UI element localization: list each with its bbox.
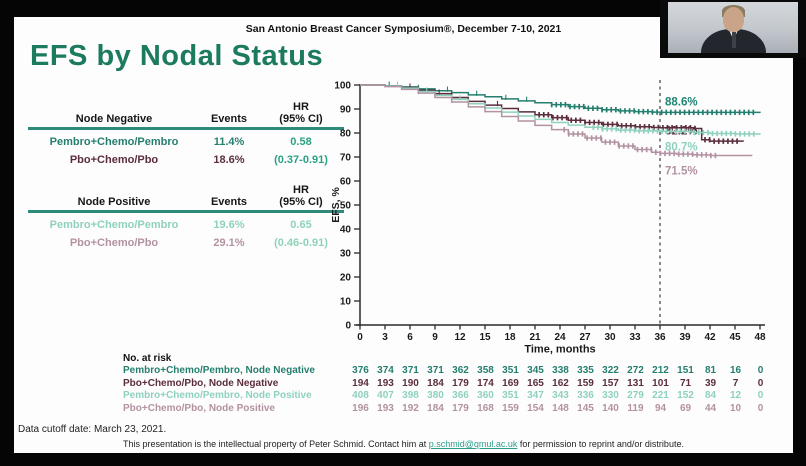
hr-header-line1: HR (293, 184, 309, 196)
x-tick-label: 39 (679, 332, 691, 343)
risk-count: 131 (627, 377, 644, 389)
events-value: 18.6% (213, 153, 245, 166)
risk-count: 39 (704, 377, 717, 389)
hr-table-row (28, 234, 344, 252)
risk-count: 272 (627, 365, 644, 377)
hr-table-header (28, 184, 344, 208)
risk-count: 374 (377, 365, 394, 377)
risk-count: 71 (679, 377, 692, 389)
hr-table-header (28, 101, 344, 125)
risk-row-label: Pembro+Chemo/Pembro, Node Positive (123, 390, 312, 402)
risk-count: 366 (452, 390, 469, 402)
x-axis-label: Time, months (524, 343, 596, 356)
events-header: Events (210, 196, 248, 208)
treatment-arm-label: Pembro+Chemo/Pembro (49, 218, 179, 231)
hr-table-row (28, 151, 344, 169)
y-tick-label: 100 (334, 80, 351, 92)
x-tick-label: 18 (504, 332, 516, 343)
symposium-header: San Antonio Breast Cancer Symposium®, December 7-10, 2021 (245, 23, 562, 35)
y-tick-label: 70 (339, 152, 351, 164)
landmark-efs-label: 80.7% (665, 141, 698, 154)
risk-count: 69 (679, 402, 692, 414)
risk-count: 179 (452, 377, 469, 389)
risk-count: 148 (552, 402, 569, 414)
copyright-text-before: This presentation is the intellectual property of Peter Schmid. Contact him at (123, 439, 429, 449)
risk-count: 151 (677, 365, 694, 377)
risk-count: 169 (502, 377, 519, 389)
copyright-text-after: for permission to reprint and/or distribute. (517, 439, 684, 449)
x-tick-label: 45 (729, 332, 741, 343)
x-tick-label: 42 (704, 332, 716, 343)
risk-count: 154 (527, 402, 544, 414)
risk-count: 190 (402, 377, 419, 389)
risk-count: 371 (402, 365, 419, 377)
hr-table-row (28, 133, 344, 151)
risk-table-row (123, 378, 773, 390)
header-underline (28, 210, 344, 213)
risk-count: 0 (757, 402, 764, 414)
treatment-arm-label: Pembro+Chemo/Pembro (49, 135, 179, 148)
risk-count: 101 (652, 377, 669, 389)
x-tick-label: 6 (407, 332, 413, 343)
risk-count: 16 (729, 365, 742, 377)
header-underline (28, 127, 344, 130)
hr-header (258, 184, 344, 208)
risk-count: 362 (452, 365, 469, 377)
events-value: 11.4% (213, 135, 245, 148)
data-cutoff-note: Data cutoff date: March 23, 2021. (18, 424, 167, 435)
risk-count: 196 (352, 402, 369, 414)
risk-count: 345 (527, 365, 544, 377)
webcam-person-tie (732, 32, 736, 48)
risk-count: 351 (502, 390, 519, 402)
copyright-note (14, 439, 793, 449)
risk-count: 12 (729, 390, 742, 402)
risk-count: 221 (652, 390, 669, 402)
group-header: Node Positive (77, 196, 151, 208)
risk-count: 81 (704, 365, 717, 377)
events-value: 29.1% (213, 236, 245, 249)
y-tick-label: 0 (345, 320, 351, 332)
risk-count: 184 (427, 377, 444, 389)
x-tick-label: 24 (554, 332, 566, 343)
x-tick-label: 33 (629, 332, 641, 343)
risk-table-row (123, 390, 773, 402)
treatment-arm-label: Pbo+Chemo/Pbo (69, 236, 159, 249)
risk-table (123, 353, 773, 415)
hr-value: 0.58 (290, 135, 312, 148)
y-tick-label: 30 (339, 248, 351, 260)
risk-count: 351 (502, 365, 519, 377)
risk-count: 376 (352, 365, 369, 377)
risk-count: 165 (527, 377, 544, 389)
risk-count: 336 (577, 390, 594, 402)
risk-count: 7 (732, 377, 739, 389)
risk-count: 159 (502, 402, 519, 414)
x-tick-label: 9 (432, 332, 438, 343)
x-tick-label: 30 (604, 332, 616, 343)
events-header: Events (210, 113, 248, 125)
risk-count: 140 (602, 402, 619, 414)
risk-count: 380 (427, 390, 444, 402)
risk-count: 152 (677, 390, 694, 402)
hr-table-row (28, 216, 344, 234)
hr-header-line2: (95% CI) (279, 196, 323, 208)
risk-count: 10 (729, 402, 742, 414)
x-tick-label: 36 (654, 332, 666, 343)
risk-count: 179 (452, 402, 469, 414)
hr-value: (0.46-0.91) (274, 236, 328, 249)
landmark-efs-label: 71.5% (665, 165, 698, 178)
y-axis-label: EFS, % (330, 187, 342, 223)
risk-count: 119 (627, 402, 644, 414)
x-tick-label: 27 (579, 332, 591, 343)
hr-header-line1: HR (293, 101, 309, 113)
risk-count: 0 (757, 390, 764, 402)
y-tick-label: 40 (339, 224, 351, 236)
x-tick-label: 15 (479, 332, 491, 343)
risk-row-label: Pbo+Chemo/Pbo, Node Positive (123, 402, 275, 414)
risk-count: 145 (577, 402, 594, 414)
treatment-arm-label: Pbo+Chemo/Pbo (69, 153, 159, 166)
risk-count: 184 (427, 402, 444, 414)
risk-count: 360 (477, 390, 494, 402)
hr-value: (0.37-0.91) (274, 153, 328, 166)
risk-count: 212 (652, 365, 669, 377)
hr-header (258, 101, 344, 125)
y-tick-label: 80 (339, 128, 351, 140)
y-tick-label: 20 (339, 272, 351, 284)
risk-count: 338 (552, 365, 569, 377)
risk-count: 358 (477, 365, 494, 377)
risk-count: 398 (402, 390, 419, 402)
risk-count: 194 (352, 377, 369, 389)
hr-table-node-positive (28, 184, 344, 252)
risk-table-row (123, 365, 773, 377)
email-link[interactable]: p.schmid@qmul.ac.uk (428, 439, 518, 449)
risk-count: 0 (757, 365, 764, 377)
risk-count: 94 (654, 402, 667, 414)
risk-count: 193 (377, 402, 394, 414)
risk-count: 347 (527, 390, 544, 402)
webcam-video (668, 2, 798, 53)
risk-count: 279 (627, 390, 644, 402)
presenter-webcam (660, 0, 806, 58)
hr-value: 0.65 (290, 218, 312, 231)
risk-count: 174 (477, 377, 494, 389)
page-title: EFS by Nodal Status (30, 40, 324, 72)
y-tick-label: 50 (339, 200, 351, 212)
y-tick-label: 60 (339, 176, 351, 188)
risk-count: 408 (352, 390, 369, 402)
risk-count: 330 (602, 390, 619, 402)
risk-count: 322 (602, 365, 619, 377)
risk-count: 159 (577, 377, 594, 389)
x-tick-label: 12 (454, 332, 466, 343)
risk-table-row (123, 403, 773, 415)
risk-count: 371 (427, 365, 444, 377)
landmark-efs-label: 88.6% (665, 96, 698, 109)
x-tick-label: 48 (754, 332, 766, 343)
risk-row-label: Pbo+Chemo/Pbo, Node Negative (123, 377, 279, 389)
risk-table-title: No. at risk (123, 353, 172, 364)
hr-header-line2: (95% CI) (279, 113, 323, 125)
x-tick-label: 0 (357, 332, 363, 343)
risk-count: 343 (552, 390, 569, 402)
x-tick-label: 3 (382, 332, 388, 343)
risk-count: 44 (704, 402, 717, 414)
risk-count: 335 (577, 365, 594, 377)
risk-count: 407 (377, 390, 394, 402)
risk-count: 84 (704, 390, 717, 402)
risk-count: 192 (402, 402, 419, 414)
risk-count: 168 (477, 402, 494, 414)
risk-count: 193 (377, 377, 394, 389)
risk-count: 157 (602, 377, 619, 389)
risk-row-label: Pembro+Chemo/Pembro, Node Negative (123, 365, 315, 377)
hr-table-node-negative (28, 101, 344, 169)
landmark-efs-label: 82.2% (665, 125, 698, 138)
events-value: 19.6% (213, 218, 245, 231)
y-tick-label: 90 (339, 104, 351, 116)
risk-count: 0 (757, 377, 764, 389)
webcam-person-face (723, 7, 744, 32)
y-tick-label: 10 (339, 296, 351, 308)
group-header: Node Negative (75, 113, 153, 125)
x-tick-label: 21 (529, 332, 541, 343)
risk-count: 162 (552, 377, 569, 389)
